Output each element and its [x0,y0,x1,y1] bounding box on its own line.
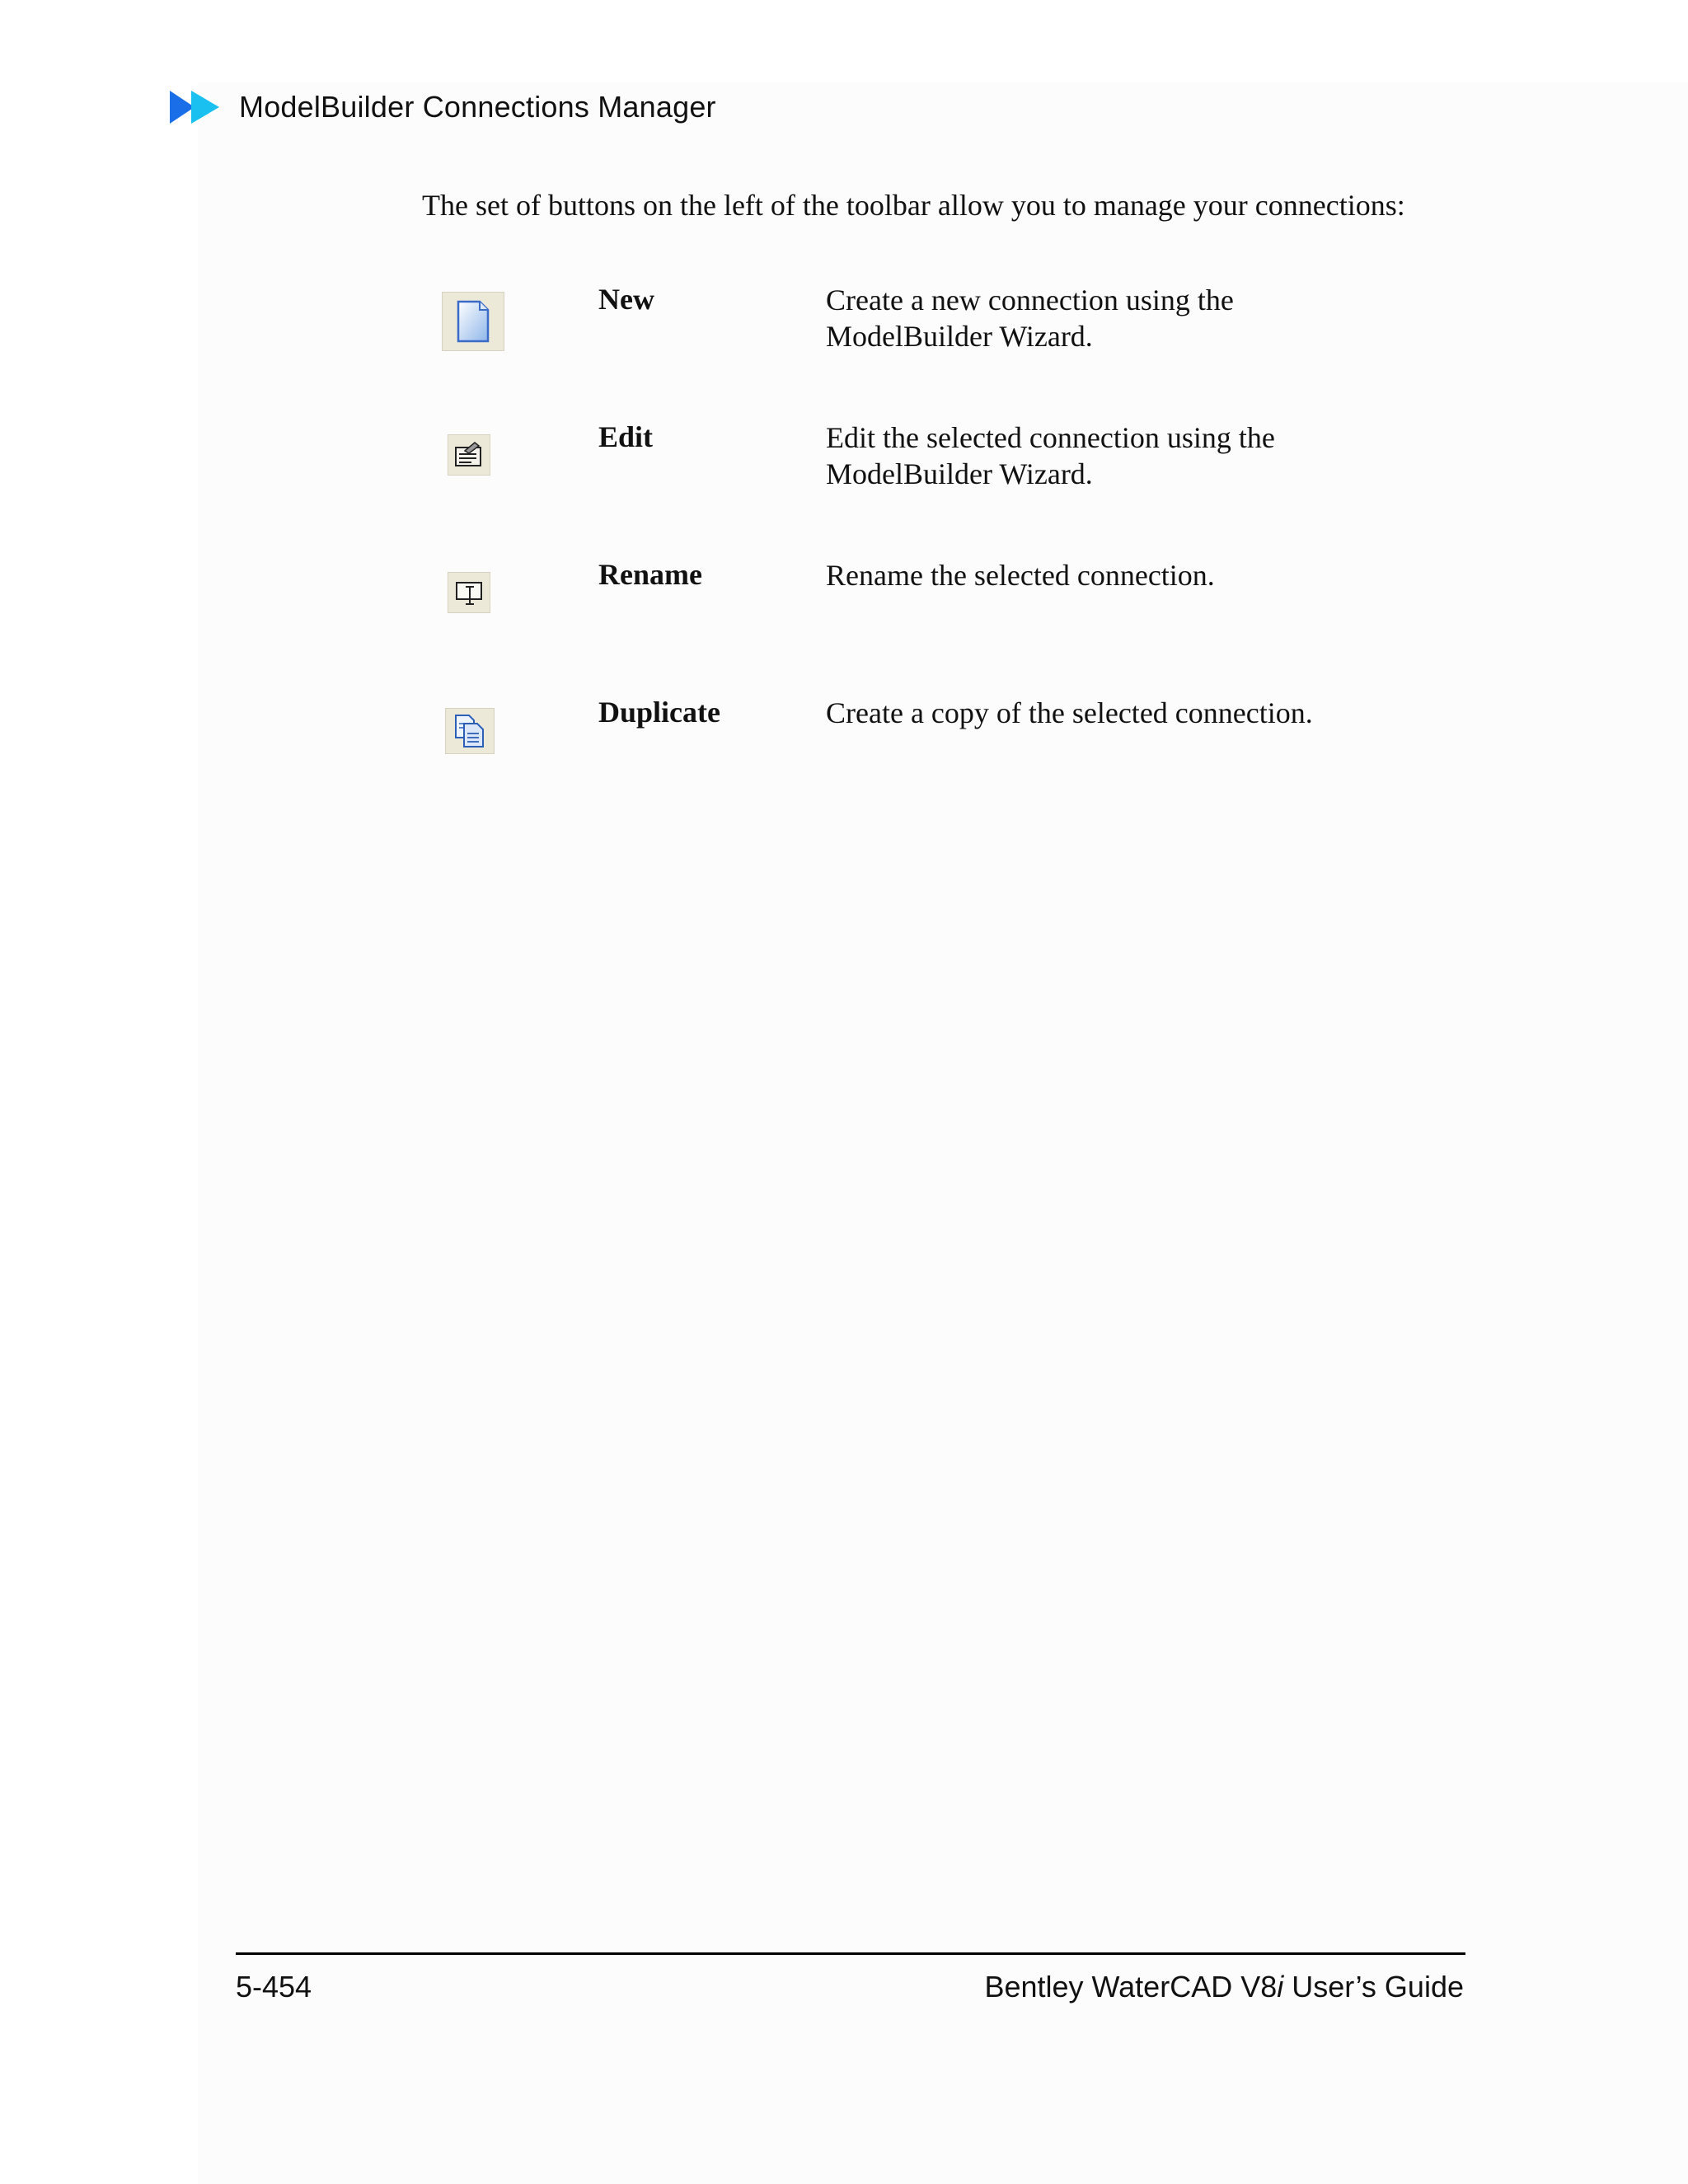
guide-title-suffix: User’s Guide [1283,1970,1464,2004]
page-background [198,82,1688,2184]
button-description: Create a new connection using the ModelBuilder Wizard. [826,284,1234,353]
button-description: Rename the selected connection. [826,559,1215,592]
duplicate-icon [445,708,495,754]
button-description: Create a copy of the selected connection. [826,696,1313,729]
footer-divider [236,1952,1465,1955]
rename-icon [448,572,490,613]
button-name: New [598,283,654,316]
button-name: Edit [598,420,654,453]
section-title: ModelBuilder Connections Manager [239,90,716,124]
page-header [170,86,716,129]
edit-properties-icon [448,434,490,476]
new-document-icon [442,292,504,351]
guide-title-prefix: Bentley WaterCAD V8 [984,1970,1278,2004]
button-description: Edit the selected connection using the ModelBuilder Wizard. [826,421,1275,490]
page-number: 5-454 [236,1970,312,2004]
button-name: Rename [598,558,702,591]
button-name: Duplicate [598,696,720,729]
intro-paragraph: The set of buttons on the left of the toolbar allow you to manage your connections: [422,189,1405,222]
double-arrow-icon [170,89,223,125]
guide-title-italic: i [1277,1970,1284,2004]
guide-title [984,1970,1464,2004]
